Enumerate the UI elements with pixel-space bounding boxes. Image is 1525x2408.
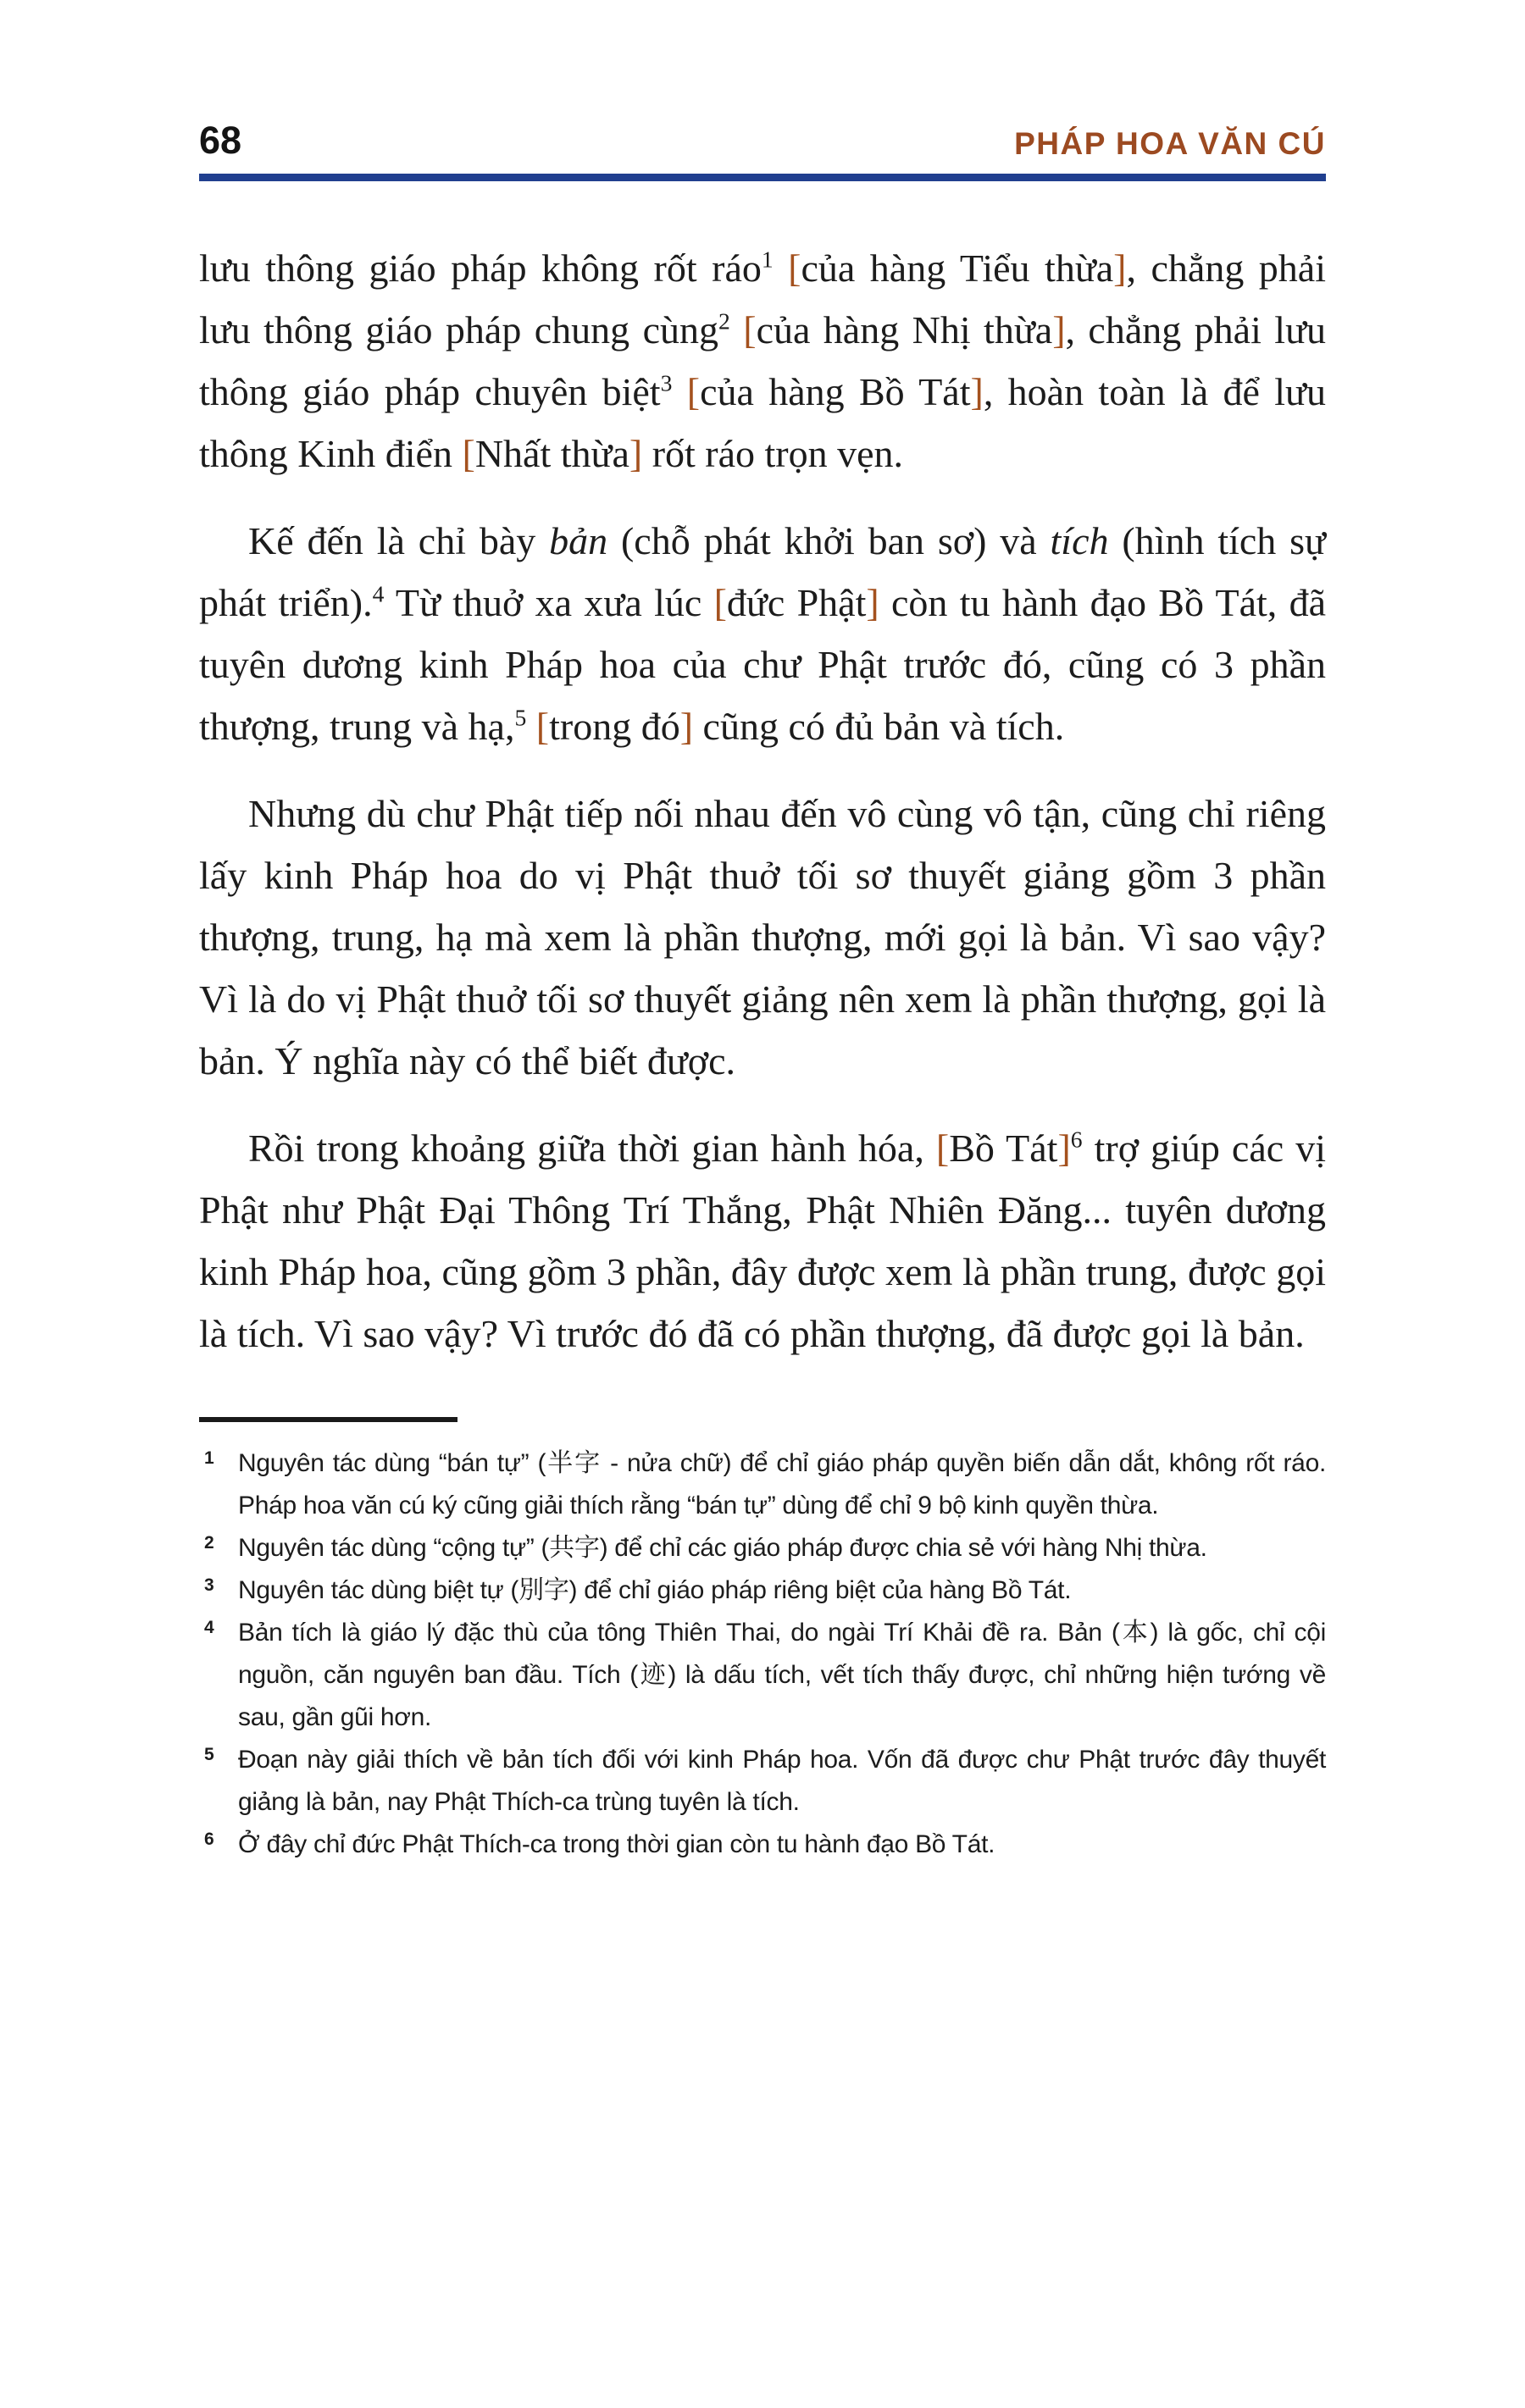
body-paragraph <box>199 783 1326 1092</box>
text-run: , hoàn toàn là để lưu thông Kinh điển <box>199 370 1326 475</box>
footnote-ref: 3 <box>660 369 673 396</box>
footnote-ref: 6 <box>1070 1126 1083 1153</box>
footnote-ref: 4 <box>372 580 385 607</box>
footnote-number: 6 <box>204 1830 214 1849</box>
text-run: của hàng Tiểu thừa <box>801 246 1114 290</box>
body-text <box>199 237 1326 1365</box>
editorial-bracket: [ <box>935 1127 950 1170</box>
text-run <box>730 308 743 352</box>
footnote-text: Bản tích là giáo lý đặc thù của tông Thiên Thai, do ngài Trí Khải đề ra. Bản (本) là gốc, chỉ cội nguồn, căn nguyên ban đầu. Tích (迹) là dấu tích, vết tích thấy được, chỉ những hiện tướng về sau, gần gũi hơn. <box>238 1619 1326 1731</box>
footnote-item <box>199 1612 1326 1739</box>
text-run: Rồi trong khoảng giữa thời gian hành hóa, <box>248 1127 936 1170</box>
footnote-ref: 5 <box>514 704 527 731</box>
text-run <box>672 370 686 413</box>
editorial-bracket: ] <box>679 705 694 748</box>
text-run: (chỗ phát khởi ban sơ) và <box>607 519 1051 562</box>
footnote-number: 1 <box>204 1448 214 1468</box>
footnote-item <box>199 1739 1326 1824</box>
footnotes <box>199 1442 1326 1866</box>
footnote-item <box>199 1569 1326 1612</box>
footnote-separator <box>199 1417 458 1422</box>
footnote-item <box>199 1527 1326 1569</box>
footnote-number: 3 <box>204 1575 214 1595</box>
text-run: Từ thuở xa xưa lúc <box>384 581 714 624</box>
text-run: Nhưng dù chư Phật tiếp nối nhau đến vô cùng vô tận, cũng chỉ riêng lấy kinh Pháp hoa do vị Phật thuở tối sơ thuyết giảng gồm 3 phần thượng, trung, hạ mà xem là phần thượng, mới gọi là bản. Vì sao vậy? Vì là do vị Phật thuở tối sơ thuyết giảng nên xem là phần thượng, gọi là bản. Ý nghĩa này có thể biết được. <box>199 792 1326 1082</box>
text-run: , chẳng phải lưu thông giáo pháp chung cùng <box>199 246 1327 352</box>
body-paragraph <box>199 237 1326 484</box>
footnote-ref: 2 <box>718 307 730 335</box>
editorial-bracket: [ <box>713 581 727 624</box>
editorial-bracket: ] <box>1113 246 1127 290</box>
text-run: trợ giúp các vị Phật như Phật Đại Thông Trí Thắng, Phật Nhiên Đăng... tuyên dương kinh Pháp hoa, cũng gồm 3 phần, đây được xem là phần trung, được gọi là tích. Vì sao vậy? Vì trước đó đã có phần thượng, đã được gọi là bản. <box>199 1127 1326 1355</box>
editorial-bracket: [ <box>686 370 701 413</box>
body-paragraph <box>199 510 1326 757</box>
footnote-number: 5 <box>204 1745 214 1764</box>
editorial-bracket: [ <box>462 432 475 475</box>
text-run: Bồ Tát <box>949 1127 1058 1170</box>
text-run: (hình tích sự phát triển). <box>199 519 1326 624</box>
text-run: của hàng Nhị thừa <box>756 308 1053 352</box>
book-page <box>0 121 1525 2408</box>
footnote-number: 2 <box>204 1533 214 1553</box>
footnote-text: Đoạn này giải thích về bản tích đối với kinh Pháp hoa. Vốn đã được chư Phật trước đây thuyết giảng là bản, nay Phật Thích-ca trùng tuyên là tích. <box>238 1746 1326 1816</box>
text-run: Kế đến là chỉ bày <box>248 519 550 562</box>
editorial-bracket: ] <box>1052 308 1066 352</box>
text-run: còn tu hành đạo Bồ Tát, đã tuyên dương kinh Pháp hoa của chư Phật trước đó, cũng có 3 phần thượng, trung và hạ, <box>199 581 1326 748</box>
text-run: cũng có đủ bản và tích. <box>693 705 1065 748</box>
page-number: 68 <box>199 119 242 162</box>
text-run: rốt ráo trọn vẹn. <box>642 432 904 475</box>
text-run: , chẳng phải lưu thông giáo pháp chuyên biệt <box>199 308 1326 413</box>
text-run: đức Phật <box>726 581 867 624</box>
editorial-bracket: [ <box>743 308 757 352</box>
footnote-text: Nguyên tác dùng “bán tự” (半字 - nửa chữ) để chỉ giáo pháp quyền biến dẫn dắt, không rốt ráo. Pháp hoa văn cú ký cũng giải thích rằng “bán tự” dùng để chỉ 9 bộ kinh quyền thừa. <box>238 1449 1326 1520</box>
editorial-bracket: ] <box>866 581 879 624</box>
text-run: Nhất thừa <box>474 432 629 475</box>
editorial-bracket: [ <box>788 246 801 290</box>
editorial-bracket: ] <box>970 370 984 413</box>
header-rule <box>199 174 1326 181</box>
text-run: trong đó <box>549 705 680 748</box>
page-header <box>199 119 1326 162</box>
text-run: của hàng Bồ Tát <box>700 370 971 413</box>
footnote-number: 4 <box>204 1618 214 1637</box>
footnote-item <box>199 1442 1326 1527</box>
text-run: lưu thông giáo pháp không rốt ráo <box>199 246 762 290</box>
editorial-bracket: ] <box>1057 1127 1071 1170</box>
text-run <box>526 705 536 748</box>
footnote-text: Nguyên tác dùng “cộng tự” (共字) để chỉ các giáo pháp được chia sẻ với hàng Nhị thừa. <box>238 1534 1207 1562</box>
running-title: PHÁP HOA VĂN CÚ <box>1014 126 1326 161</box>
editorial-bracket: ] <box>629 432 643 475</box>
footnote-ref: 1 <box>761 246 774 273</box>
footnote-text: Nguyên tác dùng biệt tự (別字) để chỉ giáo pháp riêng biệt của hàng Bồ Tát. <box>238 1576 1072 1604</box>
italic-term: bản <box>549 519 608 562</box>
editorial-bracket: [ <box>535 705 550 748</box>
text-run <box>774 246 789 290</box>
italic-term: tích <box>1050 519 1109 562</box>
body-paragraph <box>199 1117 1326 1365</box>
footnote-item <box>199 1824 1326 1866</box>
footnote-text: Ở đây chỉ đức Phật Thích-ca trong thời gian còn tu hành đạo Bồ Tát. <box>238 1830 995 1858</box>
